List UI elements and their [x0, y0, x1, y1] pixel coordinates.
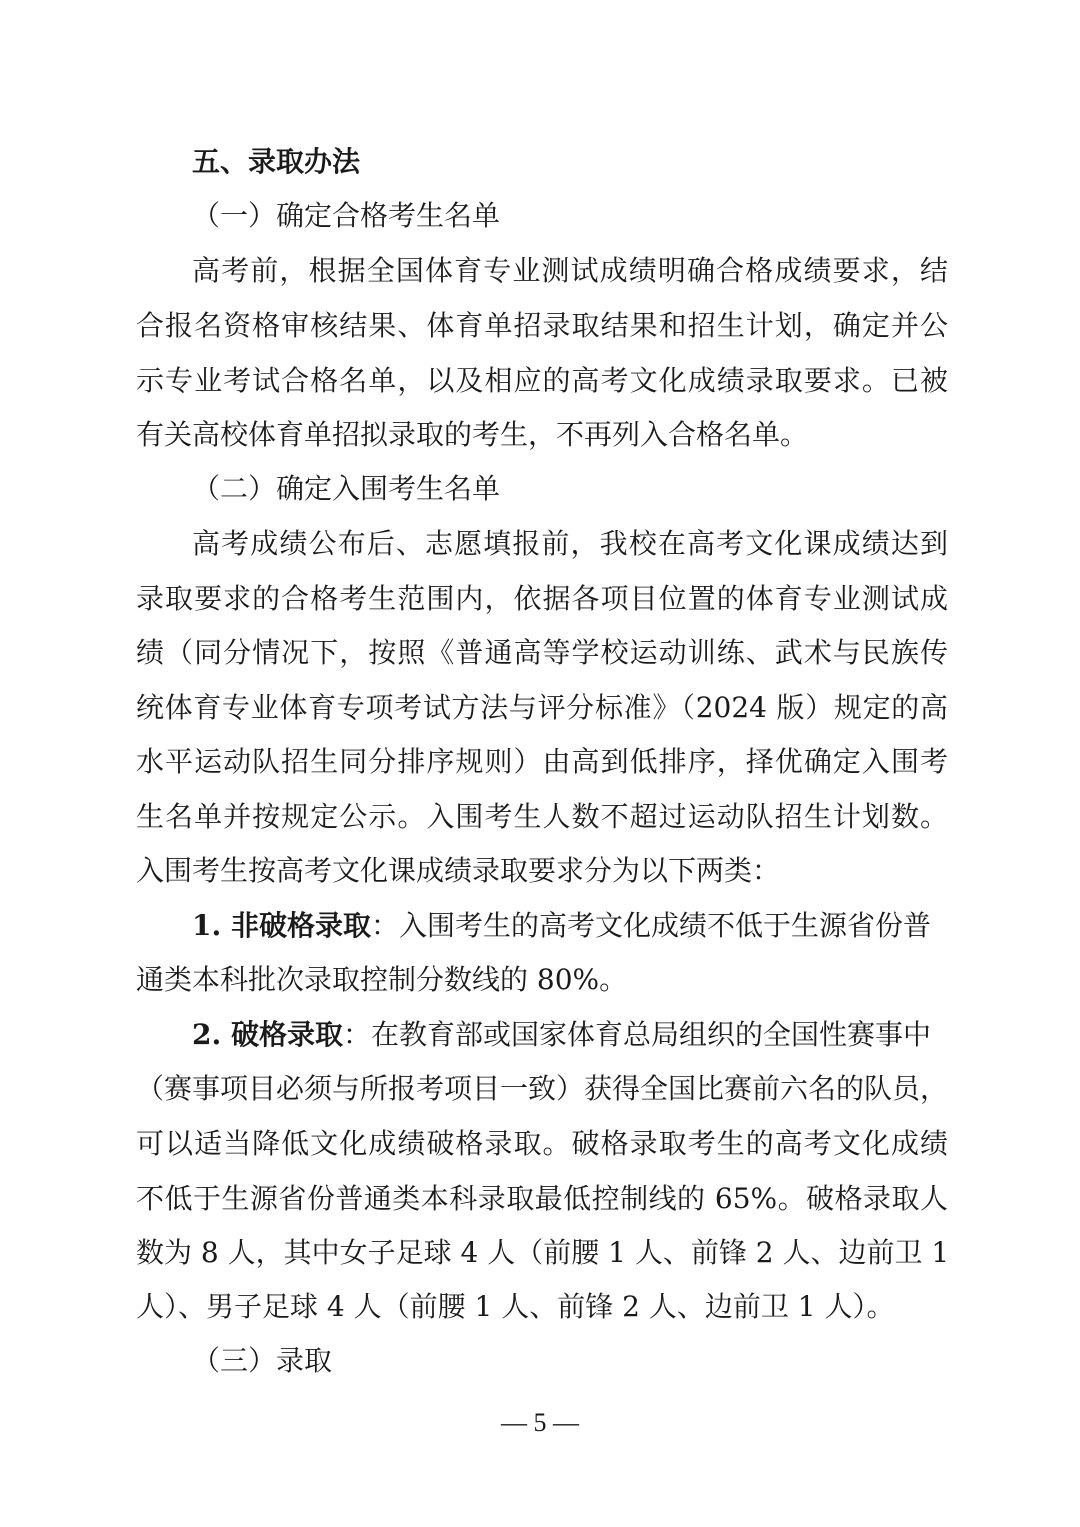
- subsection-heading: （二）确定入围考生名单: [192, 472, 501, 505]
- section-heading: 五、录取办法: [192, 145, 361, 178]
- paragraph-line: 合报名资格审核结果、体育单招录取结果和招生计划，确定并公: [136, 309, 948, 342]
- paragraph-line: 录取要求的合格考生范围内，依据各项目位置的体育专业测试成: [136, 582, 948, 615]
- paragraph-line: 绩（同分情况下，按照《普通高等学校运动训练、武术与民族传: [136, 636, 948, 669]
- page-number: — 5 —: [501, 1408, 579, 1437]
- paragraph-line: 高考成绩公布后、志愿填报前，我校在高考文化课成绩达到: [192, 527, 948, 560]
- paragraph-line: 通类本科批次录取控制分数线的 80%。: [136, 963, 628, 996]
- paragraph-line: 示专业考试合格名单，以及相应的高考文化成绩录取要求。已被: [136, 364, 948, 397]
- paragraph-line: 有关高校体育单招拟录取的考生，不再列入合格名单。: [136, 418, 809, 451]
- paragraph-line: 可以适当降低文化成绩破格录取。破格录取考生的高考文化成绩: [136, 1127, 948, 1160]
- paragraph-line: 人）、男子足球 4 人（前腰 1 人、前锋 2 人、边前卫 1 人）。: [136, 1290, 895, 1323]
- subsection-heading: （一）确定合格考生名单: [192, 199, 501, 232]
- item-1-text: ：入围考生的高考文化成绩不低于生源省份普: [370, 909, 931, 942]
- item-2-line: [192, 1015, 948, 1055]
- item-2-text: ：在教育部或国家体育总局组织的全国性赛事中: [342, 1018, 931, 1051]
- paragraph-line: 统体育专业体育专项考试方法与评分标准》（2024 版）规定的高: [136, 691, 948, 724]
- paragraph-line: 水平运动队招生同分排序规则）由高到低排序，择优确定入围考: [136, 745, 948, 778]
- paragraph-line: 数为 8 人，其中女子足球 4 人（前腰 1 人、前锋 2 人、边前卫 1: [136, 1236, 950, 1269]
- item-1-line: [192, 906, 948, 946]
- paragraph-line: 入围考生按高考文化课成绩录取要求分为以下两类：: [136, 854, 781, 887]
- paragraph-line: 不低于生源省份普通类本科录取最低控制线的 65%。破格录取人: [136, 1182, 948, 1215]
- paragraph-line: （赛事项目必须与所报考项目一致）获得全国比赛前六名的队员，: [136, 1072, 949, 1105]
- paragraph-line: 高考前，根据全国体育专业测试成绩明确合格成绩要求，结: [192, 254, 948, 287]
- item-2-label: 2. 破格录取: [192, 1018, 343, 1051]
- subsection-heading: （三）录取: [192, 1344, 333, 1377]
- item-1-label: 1. 非破格录取: [192, 909, 371, 942]
- paragraph-line: 生名单并按规定公示。入围考生人数不超过运动队招生计划数。: [136, 800, 948, 833]
